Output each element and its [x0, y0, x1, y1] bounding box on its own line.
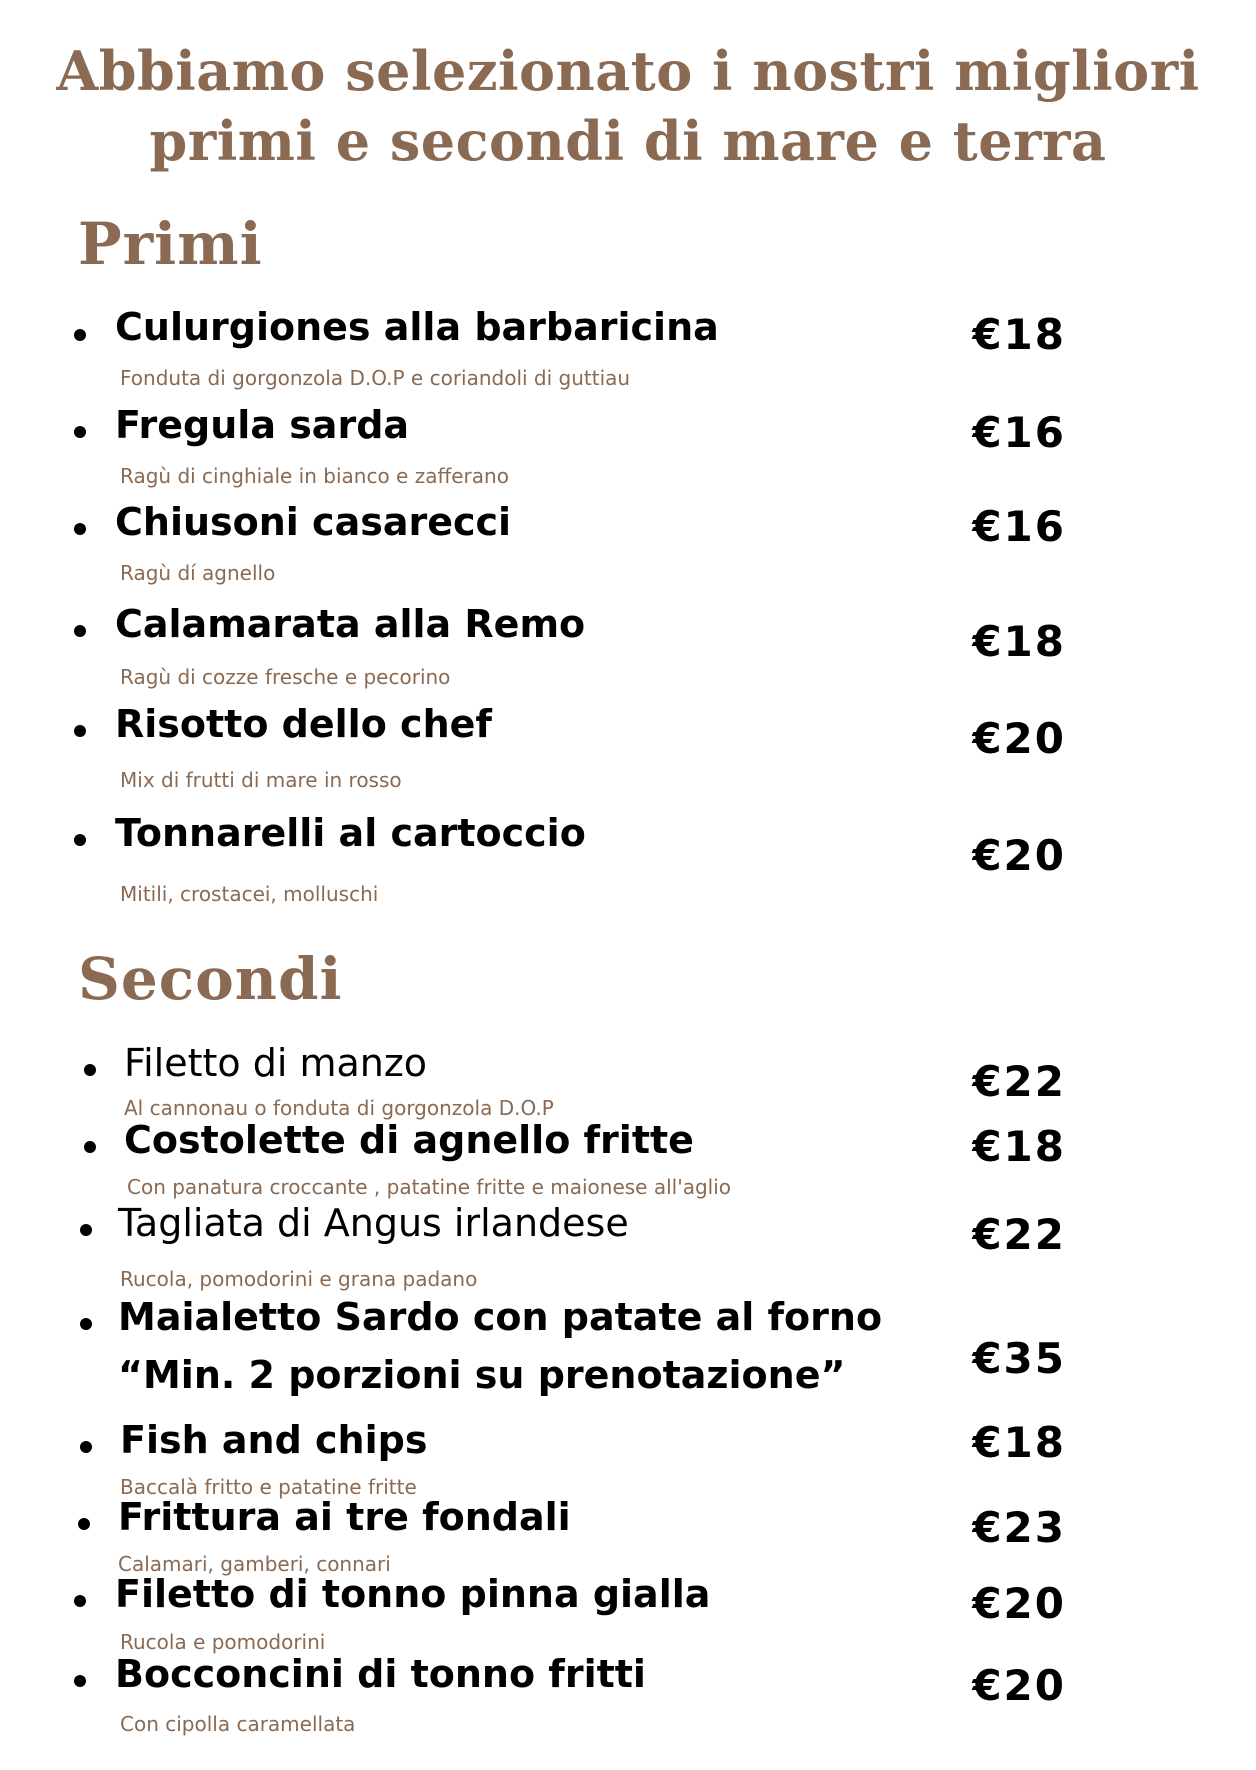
dish-price: €22 — [972, 1210, 1066, 1259]
dish-name: Frittura ai tre fondali — [118, 1495, 571, 1539]
dish-description: Baccalà fritto e patatine fritte — [120, 1475, 417, 1499]
bullet-icon — [80, 1224, 92, 1236]
headline-line-2: primi e secondi di mare e terra — [149, 109, 1107, 173]
dish-description: Con panatura croccante , patatine fritte e maionese all'aglio — [127, 1175, 732, 1199]
dish-description: Mix di frutti di mare in rosso — [120, 768, 402, 792]
dish-price: €35 — [972, 1334, 1066, 1383]
bullet-icon — [74, 834, 86, 846]
bullet-icon — [80, 1441, 92, 1453]
dish-description: Fonduta di gorgonzola D.O.P e coriandoli di guttiau — [120, 366, 631, 390]
section-title-secondi: Secondi — [78, 945, 343, 1013]
dish-description: Rucola e pomodorini — [120, 1630, 326, 1654]
dish-price: €23 — [972, 1503, 1066, 1552]
dish-name-note: “Min. 2 porzioni su prenotazione” — [118, 1353, 846, 1397]
bullet-icon — [74, 625, 86, 637]
bullet-icon — [84, 1141, 96, 1153]
dish-name: Bocconcini di tonno fritti — [115, 1652, 646, 1696]
dish-price: €20 — [972, 831, 1066, 880]
dish-description: Con cipolla caramellata — [120, 1712, 356, 1736]
bullet-icon — [74, 725, 86, 737]
dish-price: €18 — [972, 1122, 1066, 1171]
dish-name: Maialetto Sardo con patate al forno — [118, 1295, 883, 1339]
dish-description: Al cannonau o fonduta di gorgonzola D.O.P — [124, 1096, 554, 1120]
dish-name: Chiusoni casarecci — [115, 500, 512, 544]
dish-price: €20 — [972, 714, 1066, 763]
dish-description: Calamari, gamberi, connari — [118, 1552, 391, 1576]
dish-name: Calamarata alla Remo — [115, 602, 586, 646]
dish-description: Mitili, crostacei, molluschi — [120, 882, 379, 906]
dish-price: €16 — [972, 408, 1066, 457]
dish-name: Culurgiones alla barbaricina — [115, 305, 719, 349]
bullet-icon — [74, 1595, 86, 1607]
dish-price: €22 — [972, 1057, 1066, 1106]
dish-description: Ragù di cinghiale in bianco e zafferano — [120, 464, 509, 488]
dish-name: Tagliata di Angus irlandese — [118, 1201, 629, 1245]
bullet-icon — [80, 1318, 92, 1330]
bullet-icon — [74, 426, 86, 438]
dish-price: €16 — [972, 502, 1066, 551]
dish-description: Rucola, pomodorini e grana padano — [120, 1267, 478, 1291]
bullet-icon — [74, 523, 86, 535]
dish-price: €18 — [972, 1418, 1066, 1467]
dish-name: Filetto di manzo — [124, 1041, 428, 1085]
dish-name: Risotto dello chef — [115, 702, 492, 746]
dish-price: €18 — [972, 310, 1066, 359]
bullet-icon — [84, 1064, 96, 1076]
dish-name: Costolette di agnello fritte — [124, 1118, 694, 1162]
dish-name: Tonnarelli al cartoccio — [115, 811, 586, 855]
dish-price: €20 — [972, 1579, 1066, 1628]
dish-name: Filetto di tonno pinna gialla — [115, 1572, 711, 1616]
bullet-icon — [78, 1518, 90, 1530]
dish-description: Ragù di cozze fresche e pecorino — [120, 665, 451, 689]
dish-name: Fish and chips — [120, 1418, 428, 1462]
dish-price: €18 — [972, 617, 1066, 666]
dish-price: €20 — [972, 1661, 1066, 1710]
section-title-primi: Primi — [78, 210, 263, 278]
bullet-icon — [74, 329, 86, 341]
bullet-icon — [74, 1675, 86, 1687]
dish-name: Fregula sarda — [115, 403, 410, 447]
dish-description: Ragù dí agnello — [120, 561, 276, 585]
headline-line-1: Abbiamo selezionato i nostri migliori — [56, 39, 1200, 103]
